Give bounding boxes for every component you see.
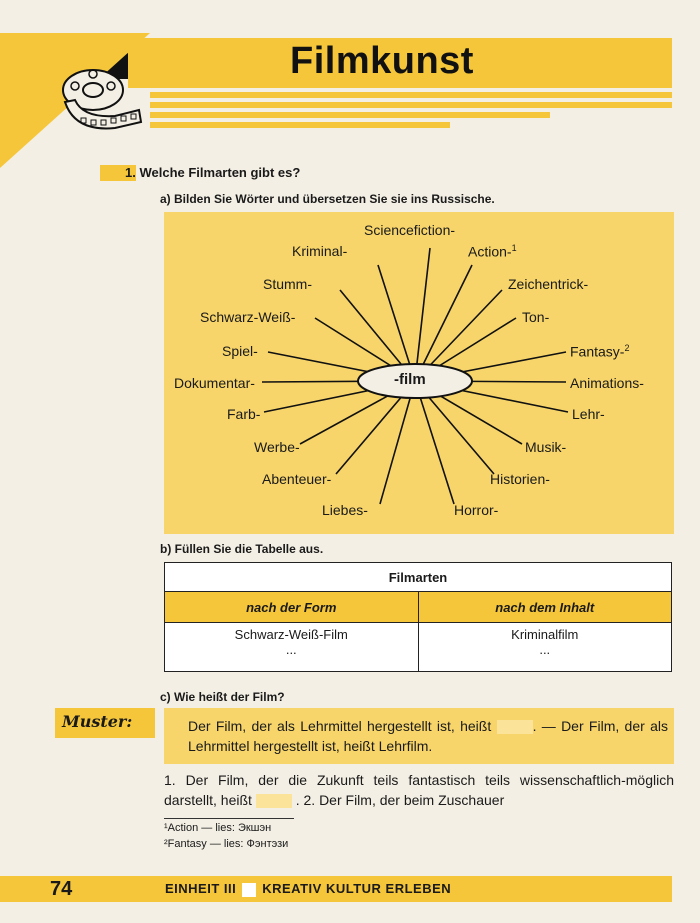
diagram-word: Historien- <box>490 471 550 487</box>
page-title: Filmkunst <box>290 40 474 82</box>
task-c-text <box>164 770 674 810</box>
diagram-ray <box>415 381 454 504</box>
muster-text-part2: . — Der Film, der als Lehrmittel hergestellt ist, heißt Lehrfilm. <box>188 718 668 754</box>
table-header-form: nach der Form <box>165 592 419 623</box>
header-stripe <box>150 112 550 118</box>
table-title: Filmarten <box>165 563 672 592</box>
table-cell-content-value: Kriminalfilm <box>511 627 579 642</box>
diagram-word: Werbe- <box>254 439 300 455</box>
header-stripe <box>150 102 672 108</box>
diagram-word: Lehr- <box>572 406 605 422</box>
task-text-part2: . 2. Der Film, der beim Zuschauer <box>295 792 505 808</box>
film-reel-icon <box>55 62 145 142</box>
task-a-instruction: a) Bilden Sie Wörter und übersetzen Sie sie ins Russische. <box>160 192 495 206</box>
diagram-word: Action-$^1$ <box>468 243 517 260</box>
diagram-word: Farb- <box>227 406 261 422</box>
table-header-content: nach dem Inhalt <box>418 592 672 623</box>
diagram-word: Spiel- <box>222 343 258 359</box>
diagram-ray <box>415 248 430 381</box>
diagram-center-label: -film <box>394 371 426 388</box>
muster-label: Muster: <box>62 712 133 731</box>
table-cell-content-ellipsis: ... <box>539 642 551 657</box>
footnote-rule <box>164 818 294 819</box>
muster-text-part1: Der Film, der als Lehrmittel hergestellt ist, heißt <box>188 718 492 734</box>
task-b-instruction: b) Füllen Sie die Tabelle aus. <box>160 542 324 556</box>
footnote-2: ²Fantasy — lies: Фэнтэзи <box>164 838 289 850</box>
footnote-marker: 2 <box>624 343 630 353</box>
diagram-word: Stumm- <box>263 276 312 292</box>
diagram-word: Liebes- <box>322 502 368 518</box>
task-c-instruction: c) Wie heißt der Film? <box>160 690 285 704</box>
diagram-word: Zeichentrick- <box>508 276 589 292</box>
header-stripe <box>150 92 672 98</box>
diagram-word: Ton- <box>522 309 550 325</box>
footer-separator <box>242 883 256 897</box>
table-cell-form <box>165 623 419 672</box>
header-stripe <box>150 122 450 128</box>
diagram-word: Sciencefiction- <box>364 222 456 238</box>
answer-blank <box>497 720 533 734</box>
diagram-word: Horror- <box>454 502 499 518</box>
muster-example <box>188 716 668 756</box>
page-number: 74 <box>50 878 73 900</box>
table-cell-form-ellipsis: ... <box>285 642 297 657</box>
diagram-word: Dokumentar- <box>174 375 255 391</box>
table-cell-form-value: Schwarz-Weiß-Film <box>234 627 348 642</box>
table-cell-content <box>418 623 672 672</box>
diagram-word: Fantasy-$^2$ <box>570 343 630 360</box>
filmarten-table <box>164 562 672 672</box>
footnote-marker: 1 <box>511 243 517 253</box>
task-text-part1: 1. Der Film, der die Zukunft teils fantastisch teils wissenschaftlich-möglich darstellt, heißt <box>164 772 674 808</box>
diagram-word: Schwarz-Weiß- <box>200 309 296 325</box>
footer-section: KREATIV KULTUR ERLEBEN <box>262 881 452 896</box>
exercise-question: Welche Filmarten gibt es? <box>139 165 301 180</box>
footer-unit: EINHEIT III <box>165 881 237 896</box>
footer-running-title <box>165 881 451 897</box>
diagram-word: Kriminal- <box>292 243 348 259</box>
answer-blank <box>256 794 292 808</box>
exercise-number: 1. <box>125 165 136 180</box>
diagram-ray <box>380 381 415 504</box>
exercise-1-heading <box>125 165 300 180</box>
footnote-1: ¹Action — lies: Экшэн <box>164 822 272 834</box>
diagram-word: Animations- <box>570 375 644 391</box>
diagram-word: Abenteuer- <box>262 471 332 487</box>
diagram-word: Musik- <box>525 439 567 455</box>
